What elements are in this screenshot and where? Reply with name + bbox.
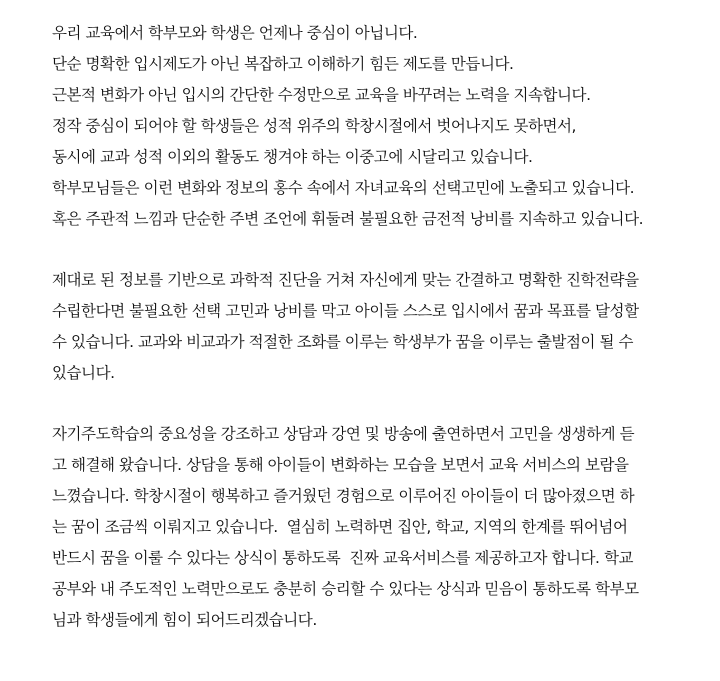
paragraph-gap xyxy=(52,235,712,265)
text-line: 자기주도학습의 중요성을 강조하고 상담과 강연 및 방송에 출연하면서 고민을 생생하게 듣 xyxy=(52,425,635,443)
text-line: 우리 교육에서 학부모와 학생은 언제나 중심이 아닙니다. xyxy=(52,24,418,42)
text-line: 반드시 꿈을 이룰 수 있다는 상식이 통하도록 진짜 교육서비스를 제공하고자 합니다. 학교 xyxy=(52,549,634,567)
text-line: 있습니다. xyxy=(52,364,115,382)
paragraph-3 xyxy=(52,419,712,636)
paragraph-gap xyxy=(52,389,712,419)
text-line: 수 있습니다. 교과와 비교과가 적절한 조화를 이루는 학생부가 꿈을 이루는 출발점이 될 수 xyxy=(52,333,634,351)
text-line: 고 해결해 왔습니다. 상담을 통해 아이들이 변화하는 모습을 보면서 교육 서비스의 보람을 xyxy=(52,456,629,474)
text-line: 수립한다면 불필요한 선택 고민과 낭비를 막고 아이들 스스로 입시에서 꿈과 목표를 달성할 xyxy=(52,302,639,320)
text-line: 느꼈습니다. 학창시절이 행복하고 즐거웠던 경험으로 이루어진 아이들이 더 많아졌으면 하 xyxy=(52,487,635,505)
text-line: 혹은 주관적 느낌과 단순한 주변 조언에 휘둘려 불필요한 금전적 낭비를 지속하고 있습니다. xyxy=(52,210,644,228)
text-line: 단순 명확한 입시제도가 아닌 복잡하고 이해하기 힘든 제도를 만듭니다. xyxy=(52,55,514,73)
text-line: 제대로 된 정보를 기반으로 과학적 진단을 거쳐 자신에게 맞는 간결하고 명확한 진학전략을 xyxy=(52,271,639,289)
document-body xyxy=(52,18,712,636)
text-line: 정작 중심이 되어야 할 학생들은 성적 위주의 학창시절에서 벗어나지도 못하면서, xyxy=(52,117,577,135)
text-line: 공부와 내 주도적인 노력만으로도 충분히 승리할 수 있다는 상식과 믿음이 통하도록 학부모 xyxy=(52,580,639,598)
text-line: 님과 학생들에게 힘이 되어드리겠습니다. xyxy=(52,611,317,629)
text-line: 학부모님들은 이런 변화와 정보의 홍수 속에서 자녀교육의 선택고민에 노출되고 있습니다. xyxy=(52,179,635,197)
text-line: 근본적 변화가 아닌 입시의 간단한 수정만으로 교육을 바꾸려는 노력을 지속합니다. xyxy=(52,86,591,104)
paragraph-2 xyxy=(52,265,712,389)
paragraph-1 xyxy=(52,18,712,235)
text-line: 동시에 교과 성적 이외의 활동도 챙겨야 하는 이중고에 시달리고 있습니다. xyxy=(52,148,533,166)
text-line: 는 꿈이 조금씩 이뤄지고 있습니다. 열심히 노력하면 집안, 학교, 지역의 한계를 뛰어넘어 xyxy=(52,518,628,536)
